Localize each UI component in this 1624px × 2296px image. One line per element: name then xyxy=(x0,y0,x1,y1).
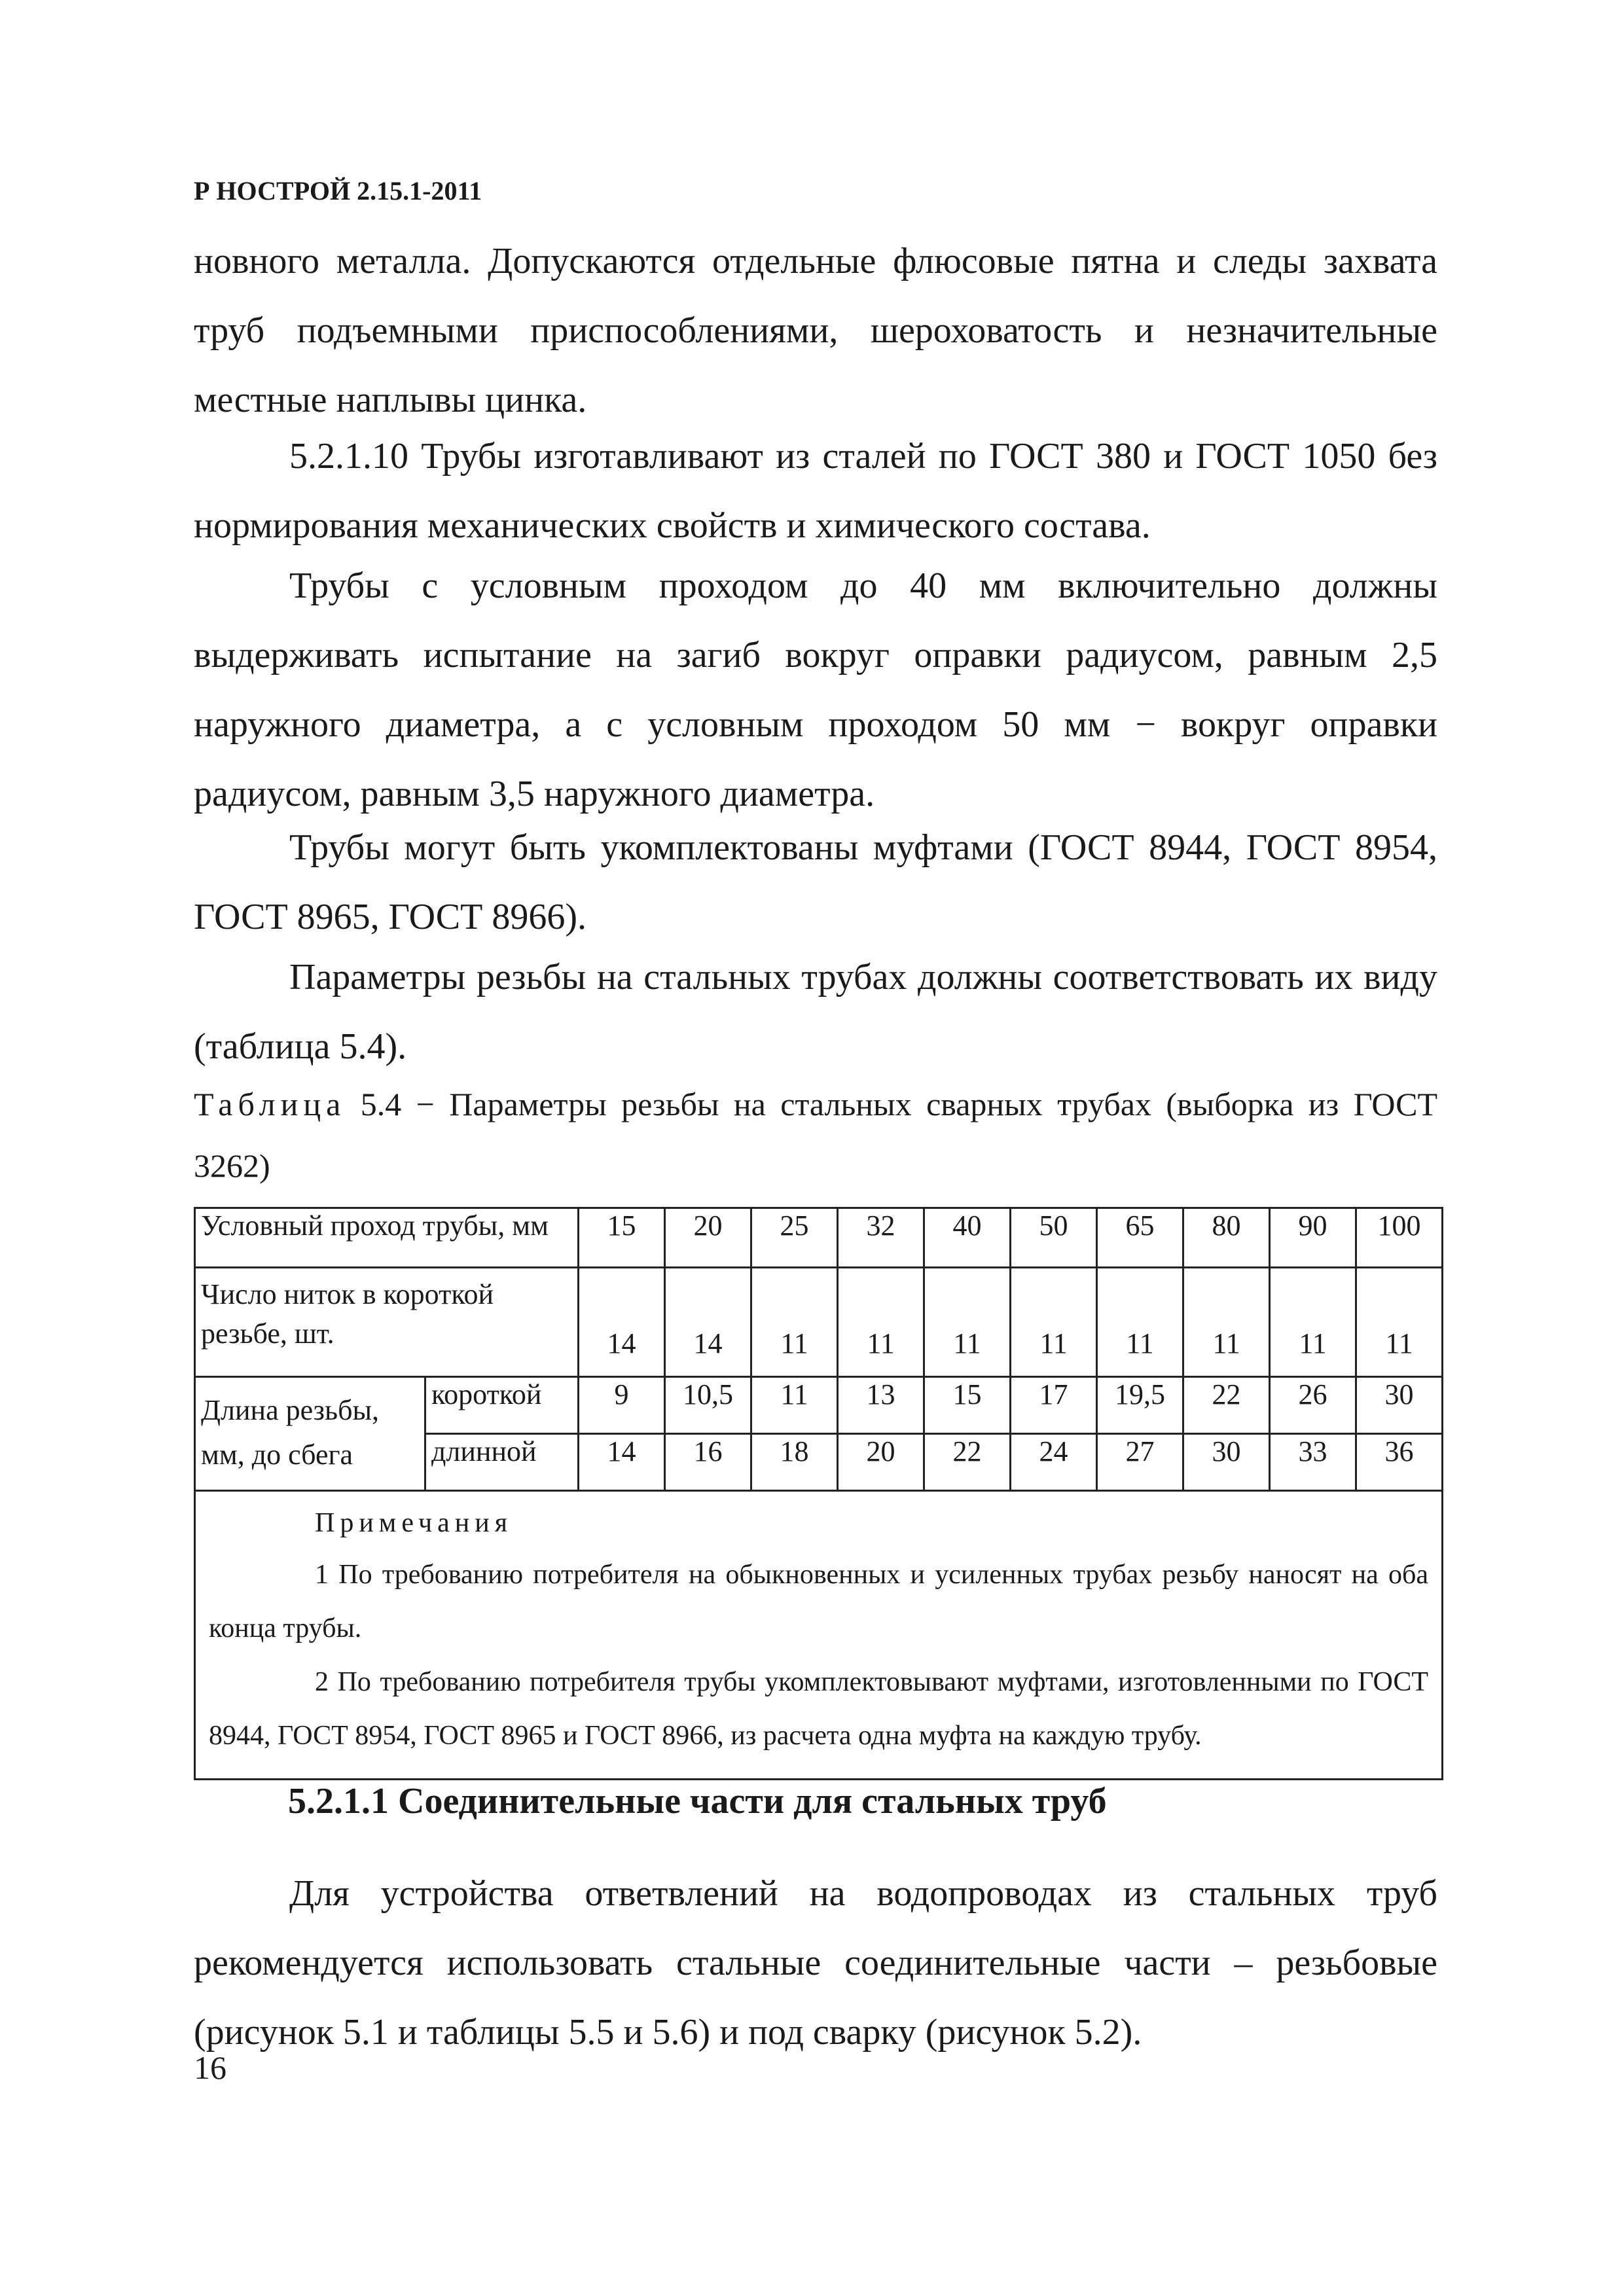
note-1: 1 По требованию потребителя на обыкновенных и усиленных трубах резьбу наносят на оба конца трубы. xyxy=(209,1560,1429,1643)
table-cell: 11 xyxy=(838,1268,924,1377)
table-cell: 22 xyxy=(924,1434,1011,1491)
table-cell: 14 xyxy=(579,1268,665,1377)
table-cell: 11 xyxy=(1183,1268,1270,1377)
row-label-thread-length: Длина резьбы, мм, до сбега xyxy=(195,1377,425,1491)
table-row xyxy=(195,1377,1443,1434)
paragraph-bend-test: Трубы с условным проходом до 40 мм включительно должны выдерживать испытание на загиб вокруг оправки радиусом, равным 2,5 наружного диаметра, а с условным проходом 50 мм − вокруг оправки радиусом, равным 3,5 наружного диаметра. xyxy=(194,565,1437,814)
table-caption-text: 5.4 − Параметры резьбы на стальных сварных трубах (выборка из ГОСТ 3262) xyxy=(194,1086,1437,1184)
paragraph-thread-params: Параметры резьбы на стальных трубах должны соответствовать их виду (таблица 5.4). xyxy=(194,957,1437,1067)
row-label-long: длинной xyxy=(425,1434,579,1491)
table-cell: 17 xyxy=(1011,1377,1097,1434)
paragraph-fittings: Для устройства ответвлений на водопроводах из стальных труб рекомендуется использовать стальные соединительные части – резьбовые (рисунок 5.1 и таблицы 5.5 и 5.6) и под сварку (рисунок 5.2). xyxy=(194,1873,1437,2053)
row-label-short: короткой xyxy=(425,1377,579,1434)
table-cell: 20 xyxy=(838,1434,924,1491)
table-cell: 65 xyxy=(1097,1208,1183,1268)
table-cell: 26 xyxy=(1270,1377,1356,1434)
table-cell: 9 xyxy=(579,1377,665,1434)
table-cell: 90 xyxy=(1270,1208,1356,1268)
table-notes-row xyxy=(195,1491,1443,1780)
table-cell: 30 xyxy=(1183,1434,1270,1491)
table-caption xyxy=(194,1073,1437,1196)
notes-title: Примечания xyxy=(315,1508,513,1538)
table-cell: 40 xyxy=(924,1208,1011,1268)
row-label-nominal: Условный проход трубы, мм xyxy=(195,1208,579,1268)
table-cell: 16 xyxy=(665,1434,751,1491)
table-cell: 36 xyxy=(1356,1434,1443,1491)
table-cell: 11 xyxy=(1356,1268,1443,1377)
table-cell: 27 xyxy=(1097,1434,1183,1491)
table-cell: 24 xyxy=(1011,1434,1097,1491)
table-cell: 15 xyxy=(579,1208,665,1268)
table-row xyxy=(195,1208,1443,1268)
table-cell: 14 xyxy=(665,1268,751,1377)
table-cell: 32 xyxy=(838,1208,924,1268)
table-caption-label: Таблица xyxy=(194,1086,346,1122)
paragraph-couplings: Трубы могут быть укомплектованы муфтами (ГОСТ 8944, ГОСТ 8954, ГОСТ 8965, ГОСТ 8966). xyxy=(194,827,1437,937)
page-number: 16 xyxy=(194,2049,226,2086)
table-row xyxy=(195,1268,1443,1377)
table-cell: 30 xyxy=(1356,1377,1443,1434)
table-cell: 13 xyxy=(838,1377,924,1434)
table-cell: 11 xyxy=(751,1377,838,1434)
table-cell: 11 xyxy=(1011,1268,1097,1377)
table-cell: 18 xyxy=(751,1434,838,1491)
table-cell: 11 xyxy=(924,1268,1011,1377)
table-cell: 11 xyxy=(1097,1268,1183,1377)
row-label-threads: Число ниток в короткой резьбе, шт. xyxy=(195,1268,579,1377)
table-cell: 10,5 xyxy=(665,1377,751,1434)
table-cell: 20 xyxy=(665,1208,751,1268)
paragraph-5-2-1-10: 5.2.1.10 Трубы изготавливают из сталей по ГОСТ 380 и ГОСТ 1050 без нормирования механических свойств и химического состава. xyxy=(194,436,1437,546)
section-heading: 5.2.1.1 Соединительные части для стальных труб xyxy=(288,1781,1107,1821)
table-cell: 100 xyxy=(1356,1208,1443,1268)
paragraph-continuation: новного металла. Допускаются отдельные флюсовые пятна и следы захвата труб подъемными приспособлениями, шероховатость и незначительные местные наплывы цинка. xyxy=(194,241,1437,420)
table-cell: 50 xyxy=(1011,1208,1097,1268)
table-cell: 11 xyxy=(1270,1268,1356,1377)
table-cell: 22 xyxy=(1183,1377,1270,1434)
table-cell: 19,5 xyxy=(1097,1377,1183,1434)
table-cell: 25 xyxy=(751,1208,838,1268)
table-cell: 11 xyxy=(751,1268,838,1377)
table-cell: 15 xyxy=(924,1377,1011,1434)
note-2: 2 По требованию потребителя трубы укомплектовывают муфтами, изготовленными по ГОСТ 8944, ГОСТ 8954, ГОСТ 8965 и ГОСТ 8966, из расчета одна муфта на каждую трубу. xyxy=(209,1667,1429,1751)
table-notes xyxy=(195,1491,1443,1780)
table-cell: 14 xyxy=(579,1434,665,1491)
document-header: Р НОСТРОЙ 2.15.1-2011 xyxy=(194,176,482,206)
table-cell: 80 xyxy=(1183,1208,1270,1268)
table-cell: 33 xyxy=(1270,1434,1356,1491)
thread-parameters-table xyxy=(194,1207,1443,1780)
